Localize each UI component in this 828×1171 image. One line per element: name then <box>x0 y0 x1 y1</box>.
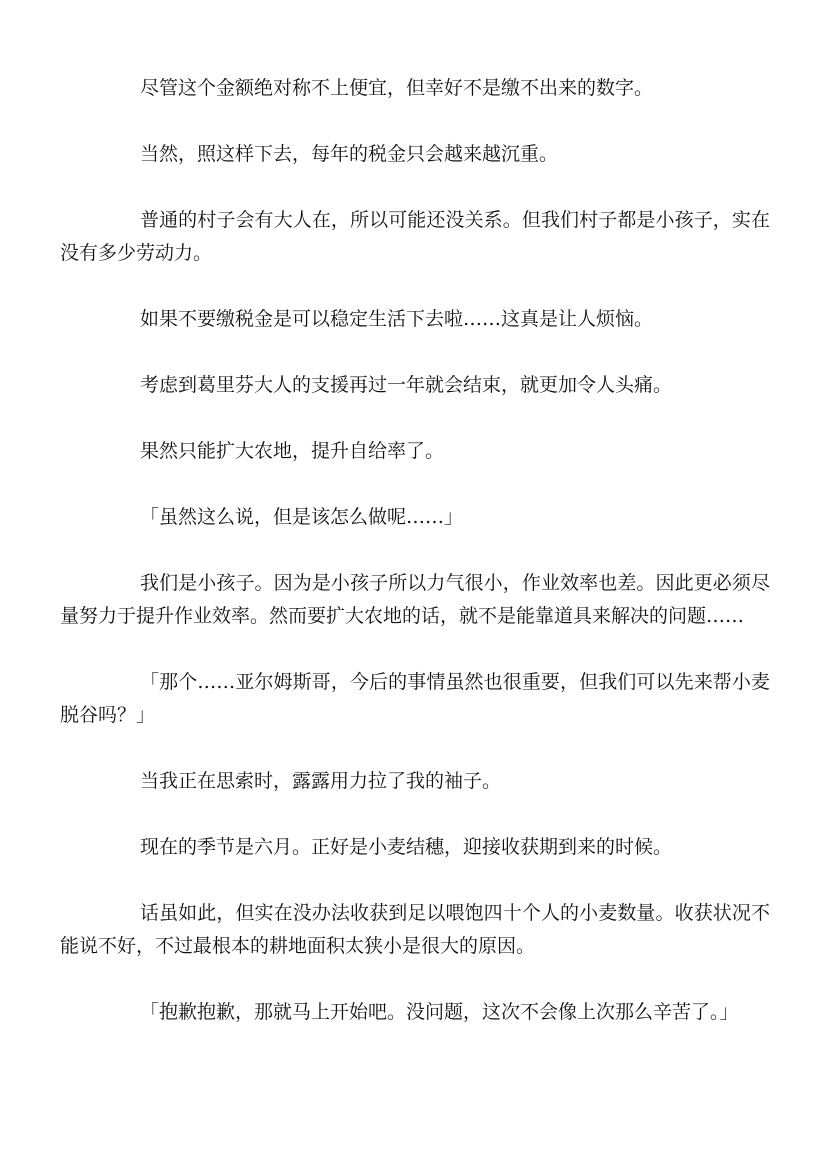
paragraph: 话虽如此，但实在没办法收获到足以喂饱四十个人的小麦数量。收获状况不能说不好，不过最根本的耕地面积太狭小是很大的原因。 <box>60 902 770 957</box>
paragraph: 我们是小孩子。因为是小孩子所以力气很小，作业效率也差。因此更必须尽量努力于提升作业效率。然而要扩大农地的话，就不是能靠道具来解决的问题…… <box>60 572 770 627</box>
paragraph: 尽管这个金额绝对称不上便宜，但幸好不是缴不出来的数字。 <box>140 77 654 99</box>
paragraph: 普通的村子会有大人在，所以可能还没关系。但我们村子都是小孩子，实在没有多少劳动力。 <box>60 209 770 264</box>
paragraph: 如果不要缴税金是可以稳定生活下去啦……这真是让人烦恼。 <box>140 308 654 330</box>
paragraph: 果然只能扩大农地，提升自给率了。 <box>140 440 445 462</box>
dialogue-paragraph: 「虽然这么说，但是该怎么做呢……」 <box>140 506 464 528</box>
dialogue-paragraph: 「抱歉抱歉，那就马上开始吧。没问题，这次不会像上次那么辛苦了。」 <box>140 1001 739 1023</box>
paragraph: 现在的季节是六月。正好是小麦结穗，迎接收获期到来的时候。 <box>140 836 673 858</box>
paragraph: 当然，照这样下去，每年的税金只会越来越沉重。 <box>140 143 559 165</box>
dialogue-paragraph: 「那个……亚尔姆斯哥，今后的事情虽然也很重要，但我们可以先来帮小麦脱谷吗？」 <box>60 671 770 726</box>
body-text <box>60 72 770 1029</box>
paragraph: 考虑到葛里芬大人的支援再过一年就会结束，就更加令人头痛。 <box>140 374 673 396</box>
paragraph: 当我正在思索时，露露用力拉了我的袖子。 <box>140 770 502 792</box>
